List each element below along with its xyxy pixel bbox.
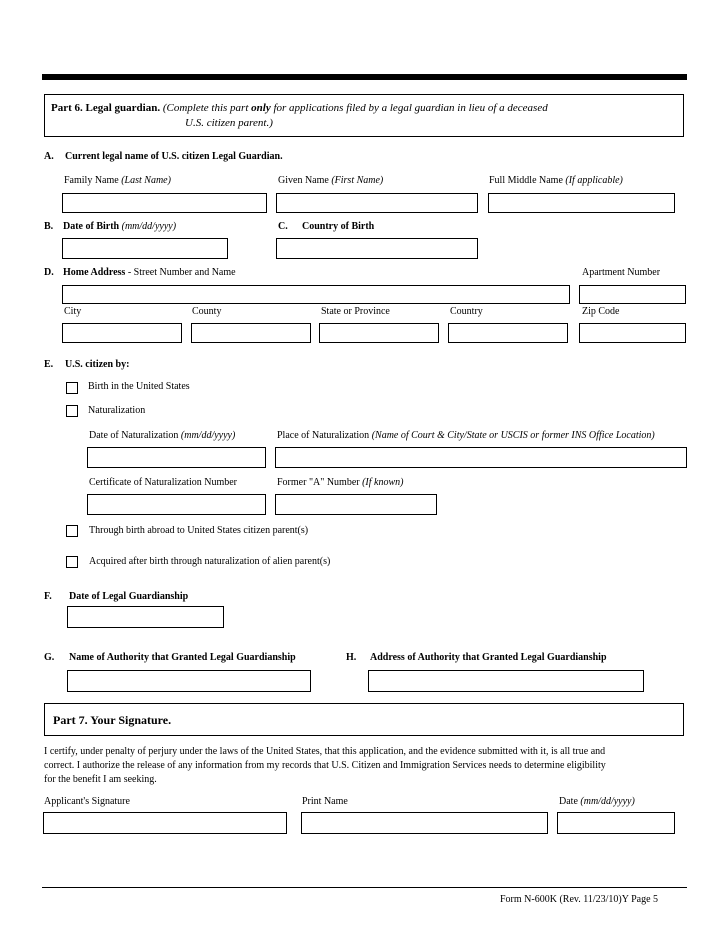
state-field[interactable] [319,323,439,343]
authority-address-field[interactable] [368,670,644,692]
signature-date-label: Date (mm/dd/yyyy) [559,796,635,807]
country-of-birth-label: Country of Birth [302,221,375,232]
naturalization-place-label: Place of Naturalization (Name of Court & City/State or USCIS or former INS Office Location) [277,430,655,441]
state-label: State or Province [321,306,390,317]
section-h-letter: H. [346,652,357,663]
dob-field[interactable] [62,238,228,259]
acquired-after-birth-checkbox[interactable] [66,556,78,568]
certification-line-3: for the benefit I am seeking. [44,774,157,785]
section-e-letter: E. [44,359,54,370]
section-a-letter: A. [44,151,54,162]
former-a-number-field[interactable] [275,494,437,515]
zip-code-field[interactable] [579,323,686,343]
certificate-number-field[interactable] [87,494,266,515]
footer-rule [42,887,687,888]
section-g-letter: G. [44,652,55,663]
naturalization-label: Naturalization [88,405,146,416]
print-name-field[interactable] [301,812,548,834]
top-rule [42,74,687,80]
section-c-letter: C. [278,221,288,232]
certification-line-2: correct. I authorize the release of any information from my records that U.S. Citizen and Immigration Services needs to determine eligibility [44,760,606,771]
birth-in-us-label: Birth in the United States [88,381,190,392]
certificate-number-label: Certificate of Naturalization Number [89,477,237,488]
county-field[interactable] [191,323,311,343]
middle-name-field[interactable] [488,193,675,213]
section-d-letter: D. [44,267,54,278]
applicant-signature-label: Applicant's Signature [44,796,130,807]
country-field[interactable] [448,323,568,343]
section-f-letter: F. [44,591,52,602]
family-name-label: Family Name (Last Name) [64,175,171,186]
county-label: County [192,306,222,317]
authority-name-label: Name of Authority that Granted Legal Guardianship [69,652,296,663]
authority-name-field[interactable] [67,670,311,692]
part6-instruction-line2: U.S. citizen parent.) [185,117,273,129]
legal-guardianship-date-label: Date of Legal Guardianship [69,591,189,602]
footer-form-id: Form N-600K (Rev. 11/23/10)Y Page 5 [500,894,659,905]
given-name-label: Given Name (First Name) [278,175,384,186]
naturalization-date-label: Date of Naturalization (mm/dd/yyyy) [89,430,236,441]
print-name-label: Print Name [302,796,348,807]
city-label: City [64,306,82,317]
part6-title: Part 6. Legal guardian. [51,102,161,114]
former-a-number-label: Former "A" Number (If known) [277,477,404,488]
country-of-birth-field[interactable] [276,238,478,259]
section-b-letter: B. [44,221,54,232]
naturalization-checkbox[interactable] [66,405,78,417]
acquired-after-birth-label: Acquired after birth through naturalization of alien parent(s) [89,556,331,567]
home-address-label: Home Address - Street Number and Name [63,267,236,278]
authority-address-label: Address of Authority that Granted Legal Guardianship [370,652,607,663]
family-name-field[interactable] [62,193,267,213]
part6-instruction: (Complete this part only for applications filed by a legal guardian in lieu of a deceased [162,102,548,114]
street-field[interactable] [62,285,570,304]
part7-title: Part 7. Your Signature. [53,713,172,727]
dob-label: Date of Birth (mm/dd/yyyy) [63,221,177,232]
applicant-signature-field[interactable] [43,812,287,834]
certification-line-1: I certify, under penalty of perjury under the laws of the United States, that this application, and the evidence submitted with it, is all true and [44,746,606,757]
birth-in-us-checkbox[interactable] [66,382,78,394]
part6-header [44,94,684,137]
given-name-field[interactable] [276,193,478,213]
part7-header [44,703,684,736]
zip-code-label: Zip Code [582,306,620,317]
apartment-number-field[interactable] [579,285,686,304]
city-field[interactable] [62,323,182,343]
section-e-title: U.S. citizen by: [65,359,130,370]
naturalization-date-field[interactable] [87,447,266,468]
birth-abroad-label: Through birth abroad to United States citizen parent(s) [89,525,309,536]
section-a-title: Current legal name of U.S. citizen Legal Guardian. [65,151,283,162]
naturalization-place-field[interactable] [275,447,687,468]
signature-date-field[interactable] [557,812,675,834]
legal-guardianship-date-field[interactable] [67,606,224,628]
apartment-number-label: Apartment Number [582,267,661,278]
birth-abroad-checkbox[interactable] [66,525,78,537]
country-label: Country [450,306,483,317]
middle-name-label: Full Middle Name (If applicable) [489,175,623,186]
